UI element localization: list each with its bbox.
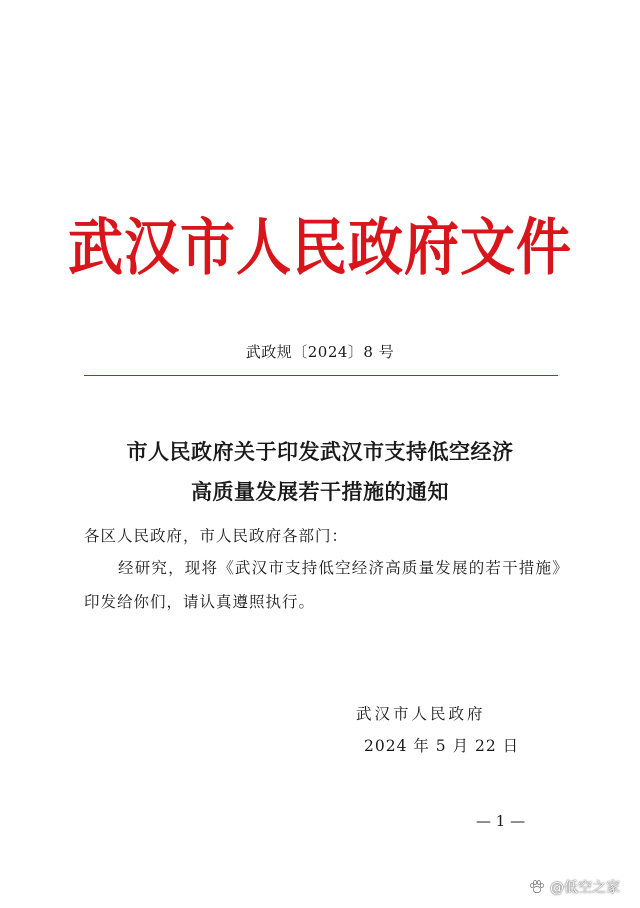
notice-title xyxy=(0,432,640,512)
document-number: 武政规〔2024〕8 号 xyxy=(245,343,395,361)
signature-date: 2024 年 5 月 22 日 xyxy=(364,737,520,755)
addressee: 各区人民政府，市人民政府各部门： xyxy=(84,527,349,545)
paw-icon xyxy=(528,878,546,896)
signatory: 武汉市人民政府 xyxy=(356,705,486,723)
body-paragraph-line-2: 印发给你们，请认真遵照执行。 xyxy=(84,593,316,611)
notice-title-line-2: 高质量发展若干措施的通知 xyxy=(191,479,449,504)
body-paragraph-line-1: 经研究，现将《武汉市支持低空经济高质量发展的若干措施》 xyxy=(118,559,569,577)
document-header: 武汉市人民政府文件 xyxy=(67,210,572,284)
watermark-text: @低空之家 xyxy=(550,880,620,896)
page-number: — 1 — xyxy=(476,812,526,830)
notice-title-line-1: 市人民政府关于印发武汉市支持低空经济 xyxy=(126,439,514,464)
red-separator-rule xyxy=(84,375,558,376)
watermark xyxy=(528,875,620,899)
